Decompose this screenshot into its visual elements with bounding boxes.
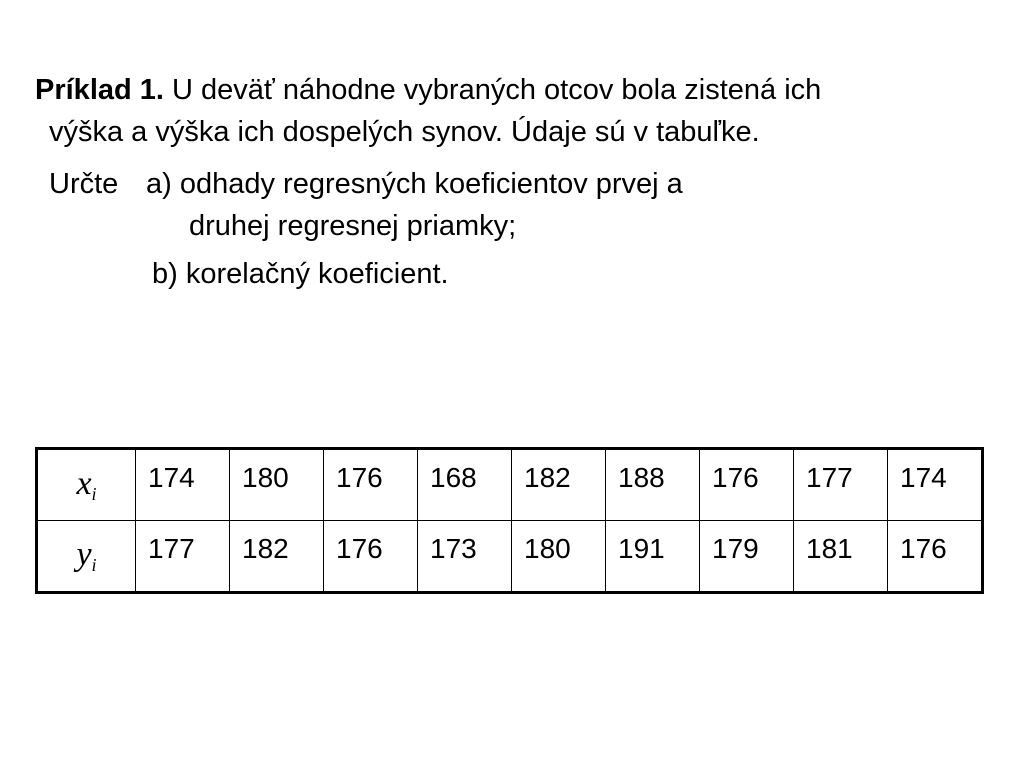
table-cell-value: 180 bbox=[524, 533, 571, 564]
table-cell bbox=[512, 521, 606, 593]
table-cell-value: 181 bbox=[806, 533, 853, 564]
task-a: a) odhady regresných koeficientov prvej a bbox=[146, 168, 683, 200]
table-cell-value: 177 bbox=[806, 462, 853, 493]
table-cell-value: 168 bbox=[430, 462, 477, 493]
table-cell-value: 176 bbox=[712, 462, 759, 493]
table-cell-value: 174 bbox=[148, 462, 195, 493]
table-cell-value: 180 bbox=[242, 462, 289, 493]
table-cell bbox=[230, 521, 324, 593]
table-cell bbox=[418, 449, 512, 521]
row-label-variable: x bbox=[76, 465, 92, 502]
table-cell-value: 182 bbox=[524, 462, 571, 493]
table-cell bbox=[230, 449, 324, 521]
problem-title: Príklad 1. bbox=[35, 74, 164, 106]
problem-line-1 bbox=[35, 73, 821, 107]
table-cell bbox=[512, 449, 606, 521]
table-cell-value: 179 bbox=[712, 533, 759, 564]
table-cell bbox=[136, 449, 230, 521]
table-cell bbox=[700, 521, 794, 593]
table-cell bbox=[794, 521, 888, 593]
table-cell bbox=[418, 521, 512, 593]
table-cell-value: 182 bbox=[242, 533, 289, 564]
table-cell bbox=[888, 521, 983, 593]
problem-line-2: výška a výška ich dospelých synov. Údaje sú v tabuľke. bbox=[49, 116, 760, 148]
data-table bbox=[35, 447, 984, 594]
table-cell-value: 177 bbox=[148, 533, 195, 564]
row-label-subscript: i bbox=[91, 555, 97, 575]
problem-line-1-text: U deväť náhodne vybraných otcov bola zistená ich bbox=[172, 74, 822, 106]
table-cell-value: 173 bbox=[430, 533, 477, 564]
table-cell-value: 176 bbox=[900, 533, 947, 564]
task-b: b) korelačný koeficient. bbox=[152, 258, 449, 290]
table-cell-value: 176 bbox=[336, 533, 383, 564]
row-label bbox=[37, 449, 136, 521]
row-label bbox=[37, 521, 136, 593]
table-cell-value: 176 bbox=[336, 462, 383, 493]
table-cell bbox=[888, 449, 983, 521]
table-cell bbox=[324, 449, 418, 521]
data-table-body bbox=[37, 449, 983, 593]
table-cell-value: 188 bbox=[618, 462, 665, 493]
table-cell-value: 191 bbox=[618, 533, 665, 564]
table-cell bbox=[136, 521, 230, 593]
task-a-continuation: druhej regresnej priamky; bbox=[189, 210, 517, 242]
table-cell bbox=[700, 449, 794, 521]
table-cell bbox=[606, 449, 700, 521]
row-label-subscript: i bbox=[91, 484, 97, 504]
row-label-variable: y bbox=[76, 536, 92, 573]
table-cell bbox=[794, 449, 888, 521]
table-row bbox=[37, 521, 983, 593]
table-row bbox=[37, 449, 983, 521]
table-cell bbox=[606, 521, 700, 593]
table-cell bbox=[324, 521, 418, 593]
table-cell-value: 174 bbox=[900, 462, 947, 493]
task-prefix: Určte bbox=[49, 168, 119, 200]
